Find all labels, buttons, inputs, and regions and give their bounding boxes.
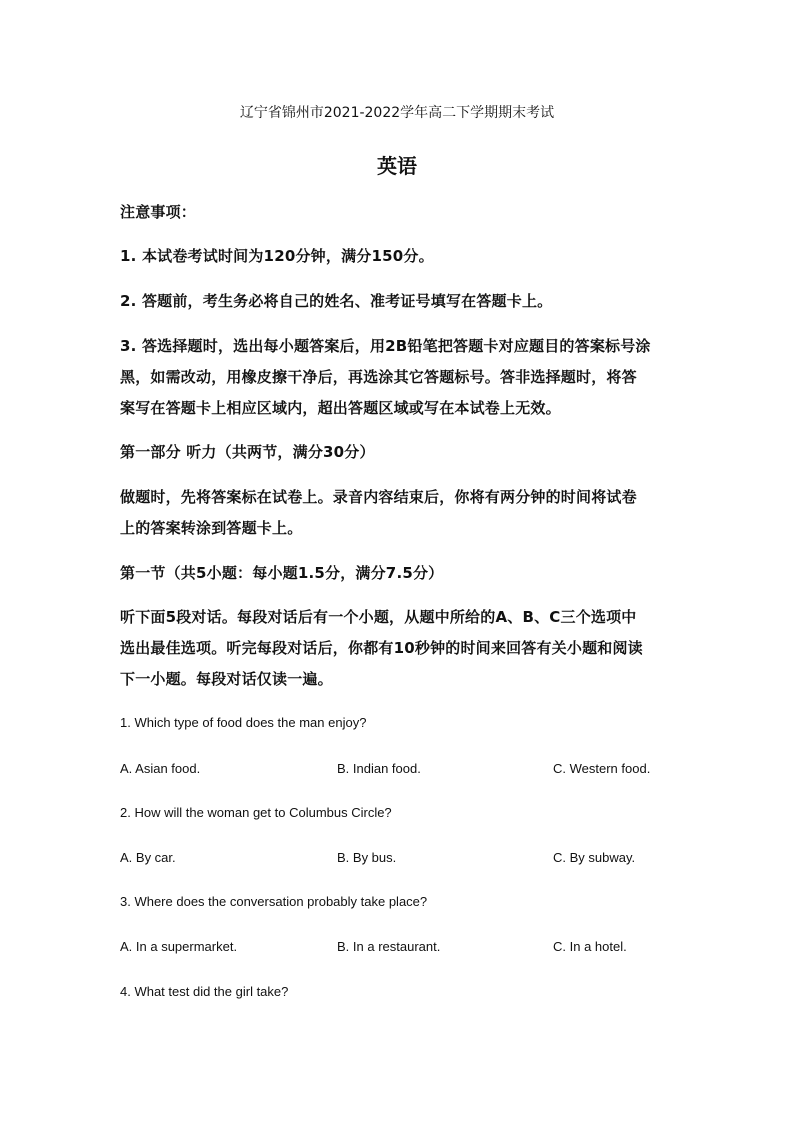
question-2: 2. How will the woman get to Columbus Circle? [120, 805, 392, 820]
question-1: 1. Which type of food does the man enjoy? [120, 715, 367, 730]
question-3: 3. Where does the conversation probably take place? [120, 894, 428, 909]
exam-title: 辽宁省锦州市2021-2022学年高二下学期期末考试 [239, 105, 555, 121]
question-1-option-c: C. Western food. [553, 761, 651, 776]
question-4: 4. What test did the girl take? [120, 984, 289, 999]
part1-heading: 第一部分 听力（共两节，满分30分） [120, 443, 375, 461]
notes-heading: 注意事项： [120, 203, 197, 221]
section1-instruction-line-1: 听下面5段对话。每段对话后有一个小题，从题中所给的A、B、C三个选项中 [120, 608, 637, 626]
note-item-1: 1. 本试卷考试时间为120分钟，满分150分。 [120, 247, 434, 265]
question-2-option-a: A. By car. [120, 850, 176, 865]
question-2-option-b: B. By bus. [337, 850, 397, 865]
question-3-option-a: A. In a supermarket. [120, 939, 238, 954]
note-item-3-line-2: 黑，如需改动，用橡皮擦干净后，再选涂其它答题标号。答非选择题时，将答 [120, 368, 637, 386]
note-item-3-line-1: 3. 答选择题时，选出每小题答案后，用2B铅笔把答题卡对应题目的答案标号涂 [120, 337, 651, 355]
question-3-option-b: B. In a restaurant. [337, 939, 441, 954]
subject-title: 英语 [377, 154, 417, 178]
question-1-option-b: B. Indian food. [337, 761, 421, 776]
question-1-option-a: A. Asian food. [120, 761, 201, 776]
section1-instruction-line-2: 选出最佳选项。听完每段对话后，你都有10秒钟的时间来回答有关小题和阅读 [120, 639, 643, 657]
question-3-option-c: C. In a hotel. [553, 939, 627, 954]
section1-instruction-line-3: 下一小题。每段对话仅读一遍。 [120, 670, 333, 688]
note-item-3-line-3: 案写在答题卡上相应区域内，超出答题区域或写在本试卷上无效。 [120, 399, 561, 417]
note-item-2: 2. 答题前，考生务必将自己的姓名、准考证号填写在答题卡上。 [120, 292, 553, 310]
section1-heading: 第一节（共5小题：每小题1.5分，满分7.5分） [120, 564, 444, 582]
part1-instruction-line-2: 上的答案转涂到答题卡上。 [120, 519, 303, 537]
question-2-option-c: C. By subway. [553, 850, 636, 865]
part1-instruction-line-1: 做题时，先将答案标在试卷上。录音内容结束后，你将有两分钟的时间将试卷 [120, 488, 637, 506]
